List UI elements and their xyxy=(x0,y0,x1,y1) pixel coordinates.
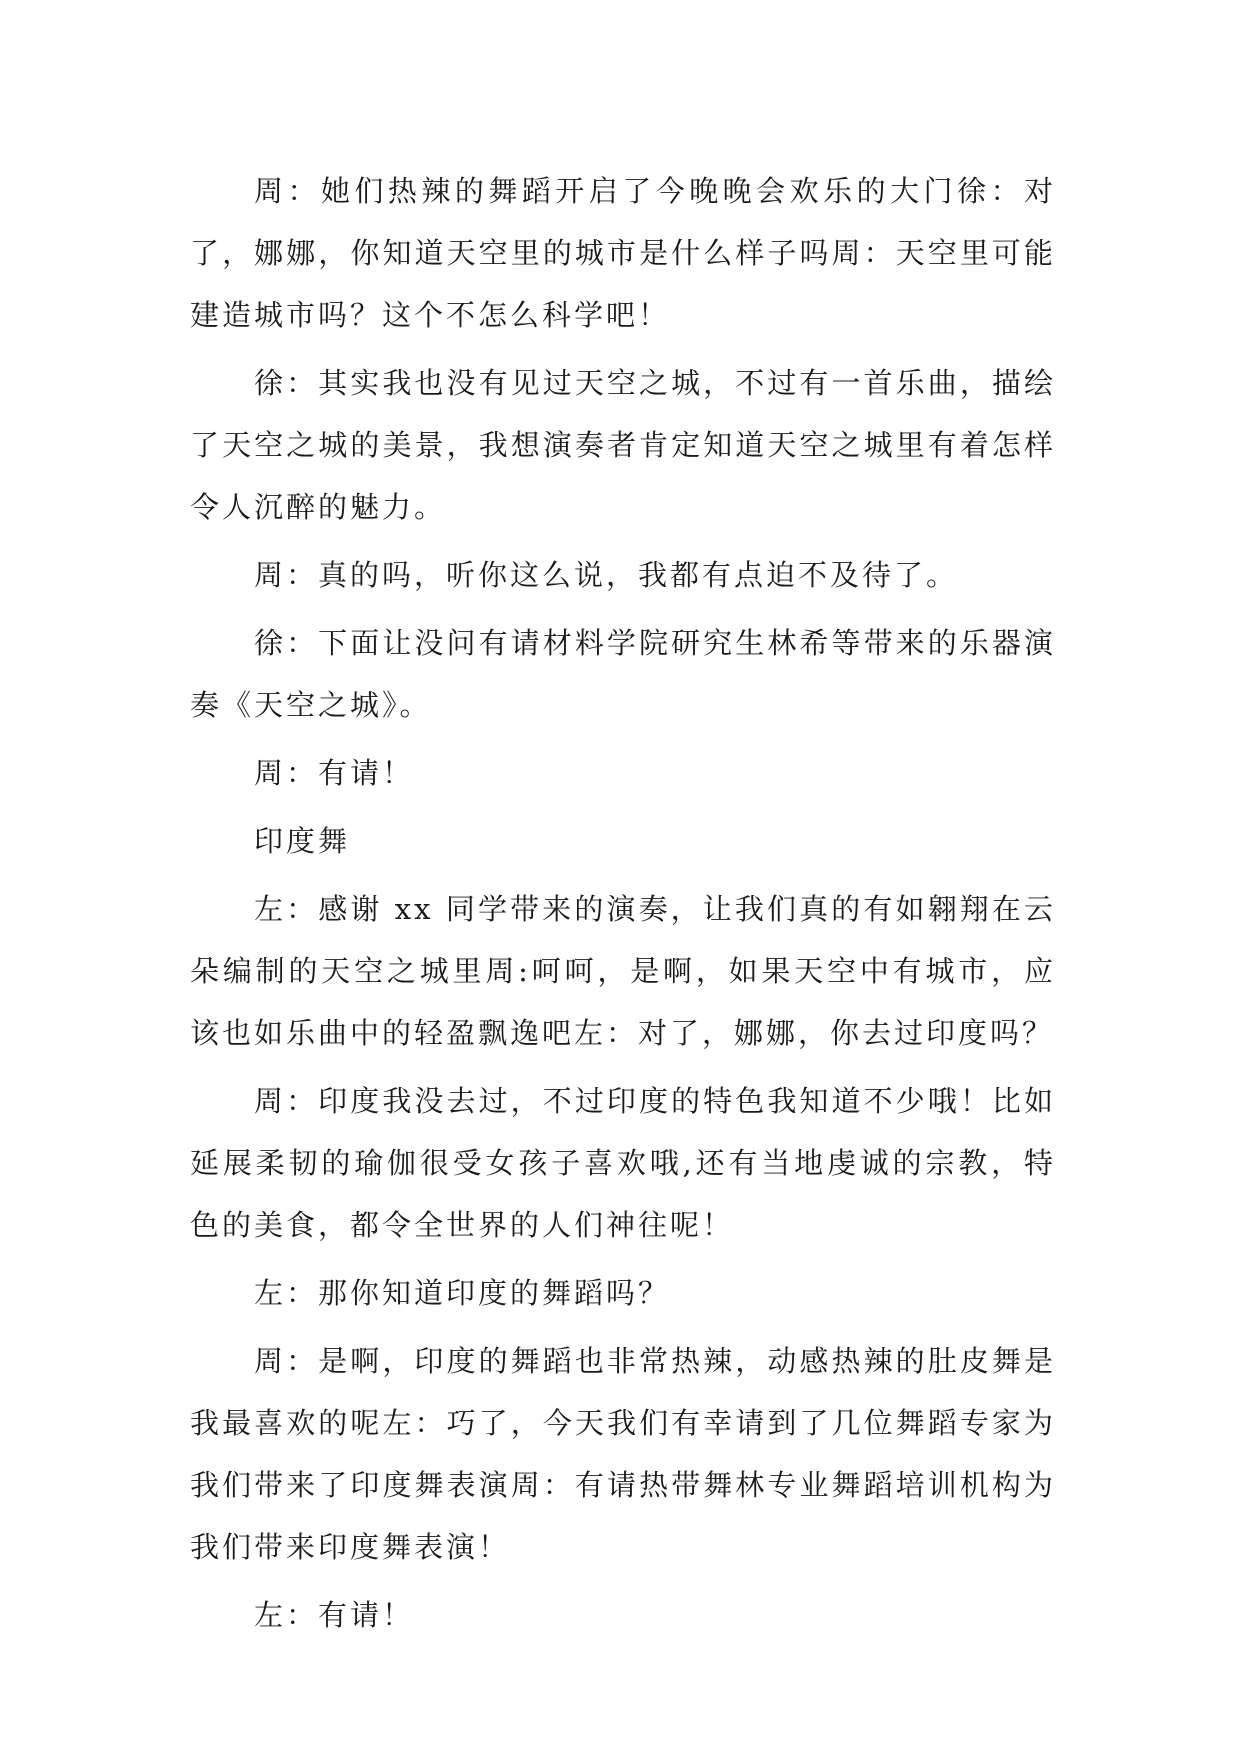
paragraph-8: 周：印度我没去过，不过印度的特色我知道不少哦！比如延展柔韧的瑜伽很受女孩子喜欢哦,还有当地虔诚的宗教，特色的美食，都令全世界的人们神往呢！ xyxy=(190,1084,1056,1242)
paragraph-1: 周：她们热辣的舞蹈开启了今晚晚会欢乐的大门徐：对了，娜娜，你知道天空里的城市是什么样子吗周：天空里可能建造城市吗？这个不怎么科学吧！ xyxy=(190,174,1056,332)
paragraph-9: 左：那你知道印度的舞蹈吗？ xyxy=(254,1276,671,1310)
paragraph-3: 周：真的吗，听你这么说，我都有点迫不及待了。 xyxy=(254,558,959,592)
document-page xyxy=(190,160,1056,1652)
paragraph-2: 徐：其实我也没有见过天空之城，不过有一首乐曲，描绘了天空之城的美景，我想演奏者肯定知道天空之城里有着怎样令人沉醉的魅力。 xyxy=(190,366,1056,524)
paragraph-7: 左：感谢 xx 同学带来的演奏，让我们真的有如翱翔在云朵编制的天空之城里周:呵呵，是啊，如果天空中有城市，应该也如乐曲中的轻盈飘逸吧左：对了，娜娜，你去过印度吗？ xyxy=(190,892,1056,1050)
paragraph-4: 徐：下面让没问有请材料学院研究生林希等带来的乐器演奏《天空之城》。 xyxy=(190,626,1056,722)
paragraph-10: 周：是啊，印度的舞蹈也非常热辣，动感热辣的肚皮舞是我最喜欢的呢左：巧了，今天我们有幸请到了几位舞蹈专家为我们带来了印度舞表演周：有请热带舞林专业舞蹈培训机构为我们带来印度舞表演！ xyxy=(190,1344,1056,1564)
paragraph-11: 左：有请！ xyxy=(254,1598,415,1632)
section-heading: 印度舞 xyxy=(254,824,351,858)
paragraph-5: 周：有请！ xyxy=(254,756,415,790)
